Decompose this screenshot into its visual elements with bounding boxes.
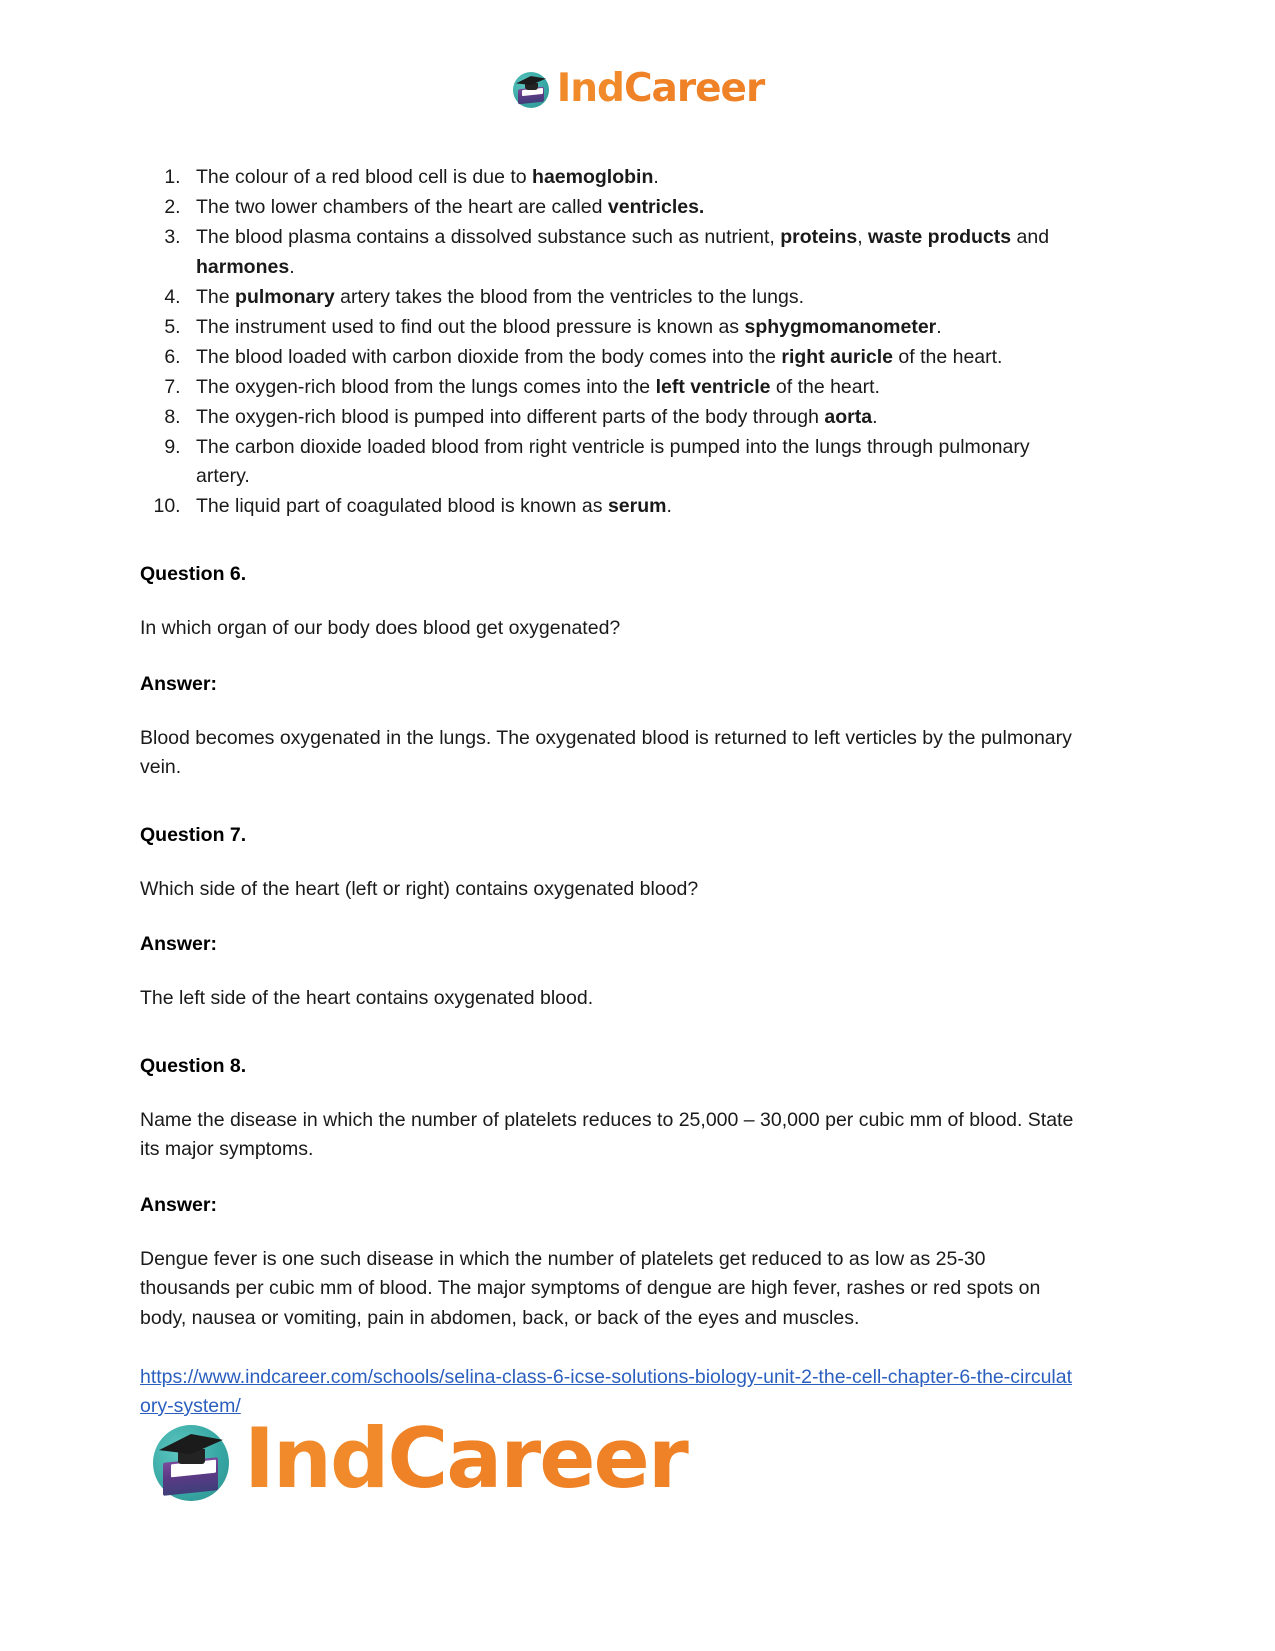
- emphasis-term: right auricle: [781, 345, 893, 368]
- statement-text: artery takes the blood from the ventricles to the lungs.: [334, 285, 805, 308]
- statement-text: The oxygen-rich blood is pumped into different parts of the body through: [196, 405, 825, 428]
- emphasis-term: serum: [607, 495, 667, 517]
- statement-text: The blood plasma contains a dissolved substance such as nutrient,: [196, 226, 781, 248]
- emphasis-term: sphygmomanometer: [744, 315, 937, 338]
- statement-text: The instrument used to find out the blood pressure is known as: [196, 315, 745, 338]
- list-item: [186, 433, 1080, 492]
- statement-text: The two lower chambers of the heart are called: [196, 196, 608, 218]
- emphasis-term: harmones: [196, 255, 290, 278]
- statement-text: .: [666, 495, 672, 517]
- answer-label: Answer:: [140, 933, 217, 955]
- emphasis-term: proteins: [780, 226, 858, 248]
- answer-text: Blood becomes oxygenated in the lungs. The oxygenated blood is returned to left verticles by the pulmonary vein.: [140, 726, 1072, 778]
- qa-block: [140, 1014, 1080, 1334]
- answer-text: The left side of the heart contains oxygenated blood.: [140, 987, 594, 1009]
- emphasis-term: waste products: [868, 226, 1012, 248]
- list-item: [186, 193, 1080, 223]
- emphasis-term: pulmonary: [235, 285, 335, 308]
- question-text: Which side of the heart (left or right) contains oxygenated blood?: [140, 877, 699, 900]
- statement-text: The carbon dioxide loaded blood from right ventricle is pumped into the lungs through pulmonary artery.: [196, 435, 1030, 487]
- emphasis-term: aorta: [824, 405, 873, 428]
- brand-wordmark: [556, 65, 765, 111]
- question-title: Question 8.: [140, 1054, 247, 1077]
- statement-text: .: [653, 166, 659, 188]
- statement-text: and: [1011, 226, 1050, 248]
- statement-text: of the heart.: [770, 375, 880, 398]
- list-item: [186, 373, 1080, 403]
- list-item: [186, 313, 1080, 343]
- qa-block: [140, 522, 1080, 783]
- brand-name-part2: Career: [387, 1409, 687, 1507]
- emphasis-term: left ventricle: [655, 375, 771, 398]
- answer-text: Dengue fever is one such disease in which the number of platelets get reduced to as low as 25-30 thousands per cubic mm of blood. The major symptoms of dengue are high fever, rashes or red spots on body, nausea or vomiting, pain in abdomen, back, or back of the eyes and muscles.: [140, 1247, 1041, 1329]
- brand-name-part1: Ind: [556, 65, 624, 111]
- statement-text: .: [289, 255, 295, 278]
- qa-block: [140, 783, 1080, 1014]
- list-item: [186, 492, 1080, 522]
- statement-text: ,: [857, 226, 869, 248]
- question-title: Question 6.: [140, 563, 247, 585]
- emphasis-term: ventricles.: [607, 196, 705, 218]
- statement-text: The colour of a red blood cell is due to: [196, 166, 533, 188]
- list-item: [186, 343, 1080, 373]
- statement-text: The blood loaded with carbon dioxide from the body comes into the: [196, 345, 782, 368]
- list-item: [186, 163, 1080, 193]
- statement-text: .: [872, 405, 878, 428]
- statement-text: The liquid part of coagulated blood is known as: [196, 495, 608, 517]
- answer-label: Answer:: [140, 1193, 217, 1216]
- graduation-cap-books-icon: [148, 1412, 240, 1504]
- question-answer-container: [140, 522, 1080, 1333]
- source-url-link[interactable]: https://www.indcareer.com/schools/selina-class-6-icse-solutions-biology-unit-2-the-cell-chapter-6-the-circulatory-system/: [140, 1366, 1073, 1417]
- fill-in-the-blanks-answer-list: [140, 163, 1080, 522]
- brand-name-part2: Career: [623, 65, 765, 111]
- question-text: In which organ of our body does blood get oxygenated?: [140, 617, 621, 639]
- statement-text: The: [196, 285, 236, 308]
- statement-text: of the heart.: [892, 345, 1003, 368]
- header-logo: [0, 66, 1275, 110]
- brand-name-part1: Ind: [244, 1409, 388, 1507]
- list-item: [186, 283, 1080, 313]
- question-text: Name the disease in which the number of platelets reduces to 25,000 – 30,000 per cubic mm of blood. State its major symptoms.: [140, 1108, 1074, 1160]
- list-item: [186, 223, 1080, 282]
- statement-text: The oxygen-rich blood from the lungs comes into the: [196, 375, 656, 398]
- graduation-cap-books-icon: [511, 66, 555, 110]
- list-item: [186, 403, 1080, 433]
- brand-wordmark: [244, 1409, 687, 1507]
- document-content: [140, 163, 1080, 1421]
- answer-label: Answer:: [140, 672, 217, 695]
- question-title: Question 7.: [140, 823, 247, 846]
- emphasis-term: haemoglobin: [532, 166, 654, 188]
- footer-logo: [148, 1409, 687, 1507]
- statement-text: .: [936, 315, 942, 338]
